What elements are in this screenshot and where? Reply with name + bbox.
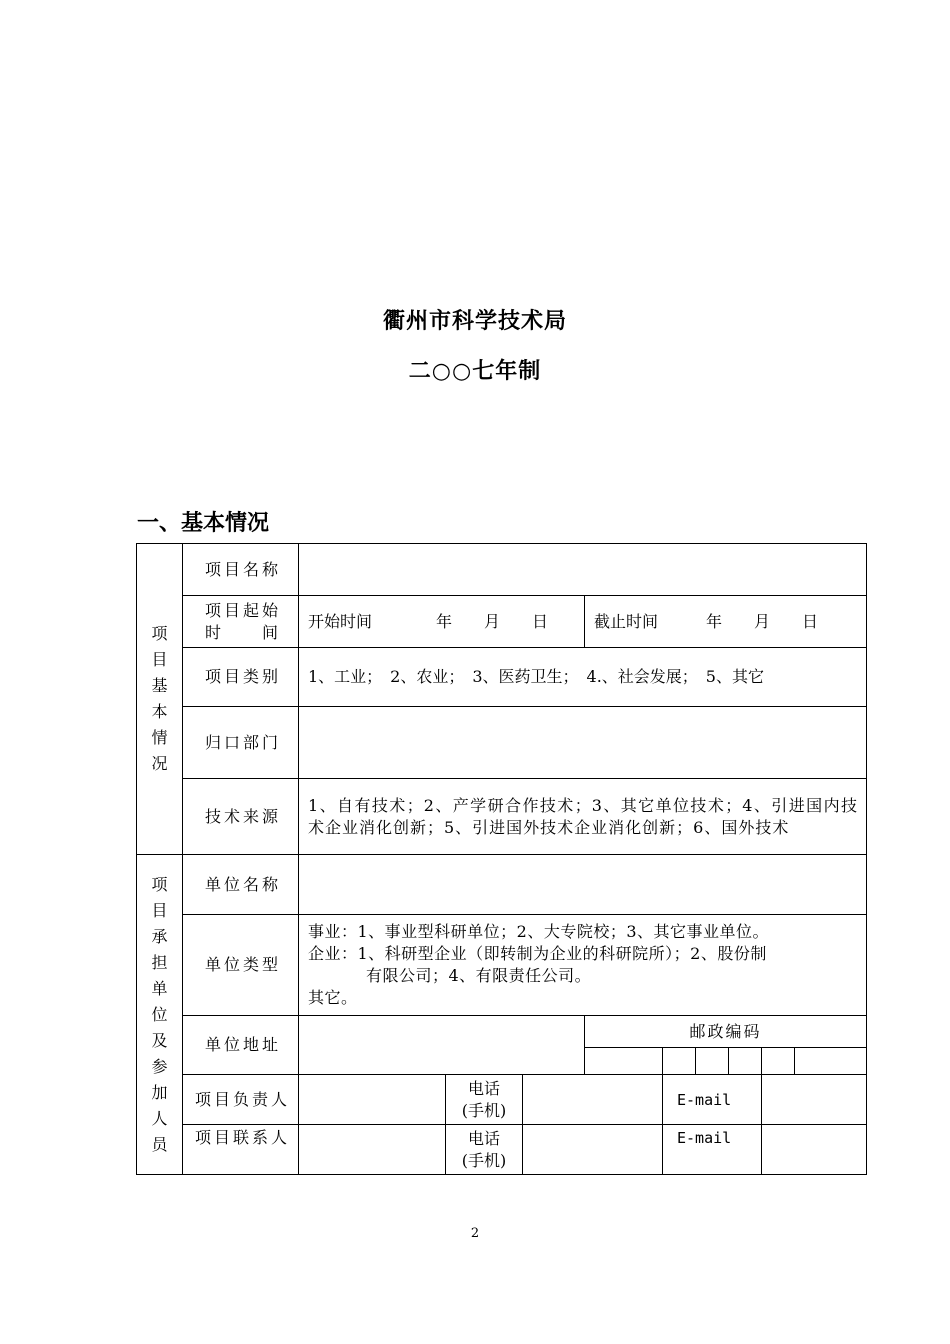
contact-label: 项目联系人 xyxy=(183,1125,299,1175)
leader-email-field[interactable] xyxy=(762,1075,867,1125)
unit-type-options[interactable] xyxy=(299,915,867,1016)
basic-info-form xyxy=(136,543,867,1175)
contact-phone-label-line1: 电话 xyxy=(467,1128,500,1148)
leader-phone-label-line2: (手机) xyxy=(461,1100,507,1120)
group-unit xyxy=(137,855,183,1175)
department-field[interactable] xyxy=(299,707,867,779)
organization-title: 衢州市科学技术局 xyxy=(382,309,567,334)
unit-type-line2: 企业：1、科研型企业（即转制为企业的科研院所）；2、股份制 xyxy=(308,944,767,963)
page-number: 2 xyxy=(470,1226,480,1241)
unit-address-field[interactable] xyxy=(299,1016,585,1075)
leader-name-field[interactable] xyxy=(299,1075,446,1125)
project-name-label: 项目名称 xyxy=(183,544,299,596)
section-heading: 一、基本情况 xyxy=(137,511,270,536)
unit-type-line1: 事业：1、事业型科研单位；2、大专院校；3、其它事业单位。 xyxy=(308,922,770,941)
tech-source-options[interactable]: 1、自有技术；2、产学研合作技术；3、其它单位技术；4、引进国内技术企业消化创新；5、引进国外技术企业消化创新；6、国外技术 xyxy=(299,779,867,855)
contact-phone-label-line2: (手机) xyxy=(461,1150,507,1170)
start-time-field[interactable]: 开始时间 年 月 日 xyxy=(299,596,585,648)
unit-type-label: 单位类型 xyxy=(183,915,299,1016)
contact-email-field[interactable] xyxy=(762,1125,867,1175)
leader-phone-field[interactable] xyxy=(523,1075,663,1125)
project-type-label: 项目类别 xyxy=(183,648,299,707)
contact-phone-label xyxy=(446,1125,523,1175)
postcode-digit-6[interactable] xyxy=(795,1048,867,1075)
postcode-digit-4[interactable] xyxy=(729,1048,762,1075)
group-basic xyxy=(137,544,183,855)
leader-label: 项目负责人 xyxy=(183,1075,299,1125)
tech-source-label: 技术来源 xyxy=(183,779,299,855)
contact-name-field[interactable] xyxy=(299,1125,446,1175)
group-basic-label: 项目基本情况 xyxy=(151,624,168,773)
leader-phone-label-line1: 电话 xyxy=(467,1078,500,1098)
unit-name-label: 单位名称 xyxy=(183,855,299,915)
postcode-label: 邮政编码 xyxy=(585,1016,867,1048)
project-time-label-line2: 时 间 xyxy=(205,622,282,642)
project-time-label xyxy=(183,596,299,648)
postcode-digit-5[interactable] xyxy=(762,1048,795,1075)
project-name-field[interactable] xyxy=(299,544,867,596)
contact-email-label: E-mail xyxy=(663,1125,762,1175)
unit-type-line4: 其它。 xyxy=(308,988,358,1007)
group-unit-label: 项目承担单位及参加人员 xyxy=(151,874,168,1154)
postcode-digit-2[interactable] xyxy=(663,1048,696,1075)
contact-phone-field[interactable] xyxy=(523,1125,663,1175)
postcode-digit-1[interactable] xyxy=(585,1048,663,1075)
unit-type-line3: 有限公司；4、有限责任公司。 xyxy=(366,966,592,985)
year-title: 二○○七年制 xyxy=(408,359,542,384)
end-time-field[interactable]: 截止时间 年 月 日 xyxy=(585,596,867,648)
unit-name-field[interactable] xyxy=(299,855,867,915)
project-type-options[interactable]: 1、工业； 2、农业； 3、医药卫生； 4.、社会发展； 5、其它 xyxy=(299,648,867,707)
unit-address-label: 单位地址 xyxy=(183,1016,299,1075)
postcode-digit-3[interactable] xyxy=(696,1048,729,1075)
project-time-label-line1: 项目起始 xyxy=(205,600,282,620)
department-label: 归口部门 xyxy=(183,707,299,779)
leader-email-label: E-mail xyxy=(663,1075,762,1125)
leader-phone-label xyxy=(446,1075,523,1125)
